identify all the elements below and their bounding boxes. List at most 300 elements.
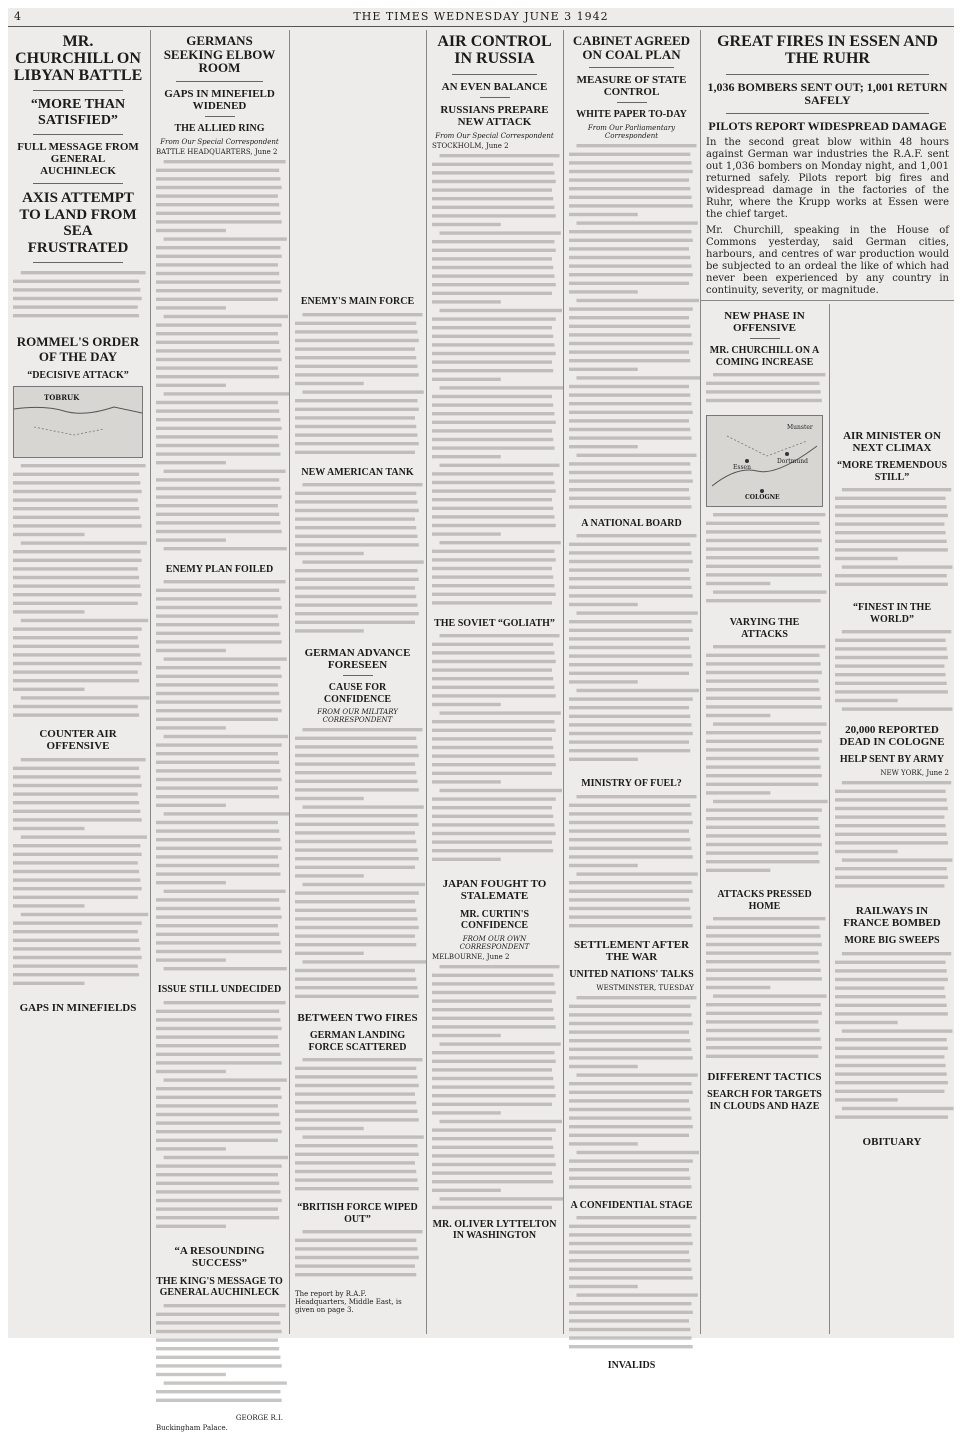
subhead-next-climax: AIR MINISTER ON NEXT CLIMAX	[843, 430, 941, 455]
text-line	[569, 1099, 689, 1102]
text-lines	[156, 158, 283, 558]
subhead-more-than-satisfied: “MORE THAN SATISFIED”	[30, 97, 126, 128]
text-line	[835, 1115, 948, 1118]
text-line	[835, 505, 947, 508]
text-line	[13, 481, 140, 484]
text-line	[295, 1265, 415, 1268]
text-line	[842, 630, 951, 633]
byline: From Our Special Correspondent	[435, 131, 554, 140]
text-line	[569, 1176, 690, 1179]
text-line	[835, 969, 947, 972]
text-line	[432, 283, 556, 286]
text-line	[432, 841, 552, 844]
text-line	[156, 778, 282, 781]
text-line	[295, 621, 415, 624]
text-line	[440, 231, 561, 234]
text-line	[156, 950, 282, 953]
text-lines	[835, 950, 949, 1130]
text-line	[706, 869, 770, 872]
text-line	[13, 532, 85, 535]
text-line	[156, 495, 282, 498]
text-line	[156, 615, 278, 618]
text-line	[156, 1216, 279, 1219]
text-line	[295, 450, 415, 453]
text-line	[835, 514, 948, 517]
text-line	[432, 343, 555, 346]
text-line	[13, 498, 138, 501]
text-line	[21, 618, 148, 621]
text-line	[156, 280, 280, 283]
text-line	[432, 515, 555, 518]
subhead-gaps-minefields: GAPS IN MINEFIELDS	[19, 1001, 137, 1014]
text-line	[295, 1239, 416, 1242]
text-line	[13, 687, 85, 690]
text-line	[432, 1059, 556, 1062]
text-line	[156, 1164, 282, 1167]
text-line	[569, 715, 690, 718]
text-line	[13, 593, 142, 596]
text-lines	[569, 793, 694, 933]
text-line	[569, 436, 692, 439]
text-line	[432, 1154, 555, 1157]
text-line	[569, 479, 693, 482]
text-line	[13, 704, 138, 707]
text-line	[432, 973, 553, 976]
text-line	[569, 847, 692, 850]
article-text-block	[835, 779, 949, 899]
text-line	[156, 418, 280, 421]
text-line	[432, 1205, 552, 1208]
text-line	[569, 1030, 689, 1033]
text-line	[156, 881, 226, 884]
text-line	[13, 575, 139, 578]
text-line	[577, 1216, 697, 1219]
text-line	[569, 915, 692, 918]
text-line	[295, 1084, 419, 1087]
text-line	[835, 531, 946, 534]
text-lines	[156, 1302, 283, 1412]
text-line	[706, 671, 822, 674]
text-line	[713, 591, 826, 594]
text-line	[706, 969, 821, 972]
text-line	[432, 720, 555, 723]
text-line	[432, 755, 555, 758]
text-line	[569, 161, 692, 164]
text-line	[706, 1020, 818, 1023]
text-lines	[13, 269, 143, 329]
text-line	[164, 469, 286, 472]
article-text-block	[156, 578, 283, 978]
text-line	[156, 289, 282, 292]
text-line	[569, 1311, 693, 1314]
text-line	[156, 1104, 278, 1107]
text-line	[156, 787, 278, 790]
text-line	[432, 481, 555, 484]
text-line	[569, 881, 692, 884]
text-line	[156, 357, 282, 360]
text-lines	[706, 511, 823, 611]
newspaper-page	[8, 8, 954, 1432]
text-line	[713, 513, 825, 516]
subhead-two-fires: BETWEEN TWO FIRES	[297, 1012, 418, 1025]
text-line	[295, 1170, 416, 1173]
text-line	[577, 1294, 698, 1297]
text-line	[569, 368, 638, 371]
text-line	[569, 307, 693, 310]
text-line	[713, 723, 826, 726]
text-line	[295, 1153, 419, 1156]
text-lines	[432, 632, 557, 872]
text-line	[164, 1381, 287, 1384]
text-line	[569, 230, 692, 233]
text-line	[432, 1051, 555, 1054]
text-line	[295, 823, 419, 826]
text-line	[295, 1179, 418, 1182]
text-line	[156, 941, 280, 944]
text-line	[13, 558, 142, 561]
text-line	[440, 712, 561, 715]
text-line	[156, 246, 280, 249]
text-line	[156, 529, 282, 532]
text-lines	[706, 915, 823, 1065]
text-line	[569, 342, 693, 345]
text-line	[569, 1039, 690, 1042]
text-line	[13, 507, 139, 510]
text-line	[295, 442, 419, 445]
text-line	[156, 168, 279, 171]
text-line	[577, 689, 700, 692]
text-line	[432, 420, 556, 423]
text-line	[295, 874, 364, 877]
text-line	[569, 178, 689, 181]
text-line	[432, 703, 501, 706]
text-line	[156, 821, 278, 824]
text-line	[432, 849, 553, 852]
text-line	[303, 1230, 423, 1233]
text-line	[569, 256, 690, 259]
headline-coal-plan: CABINET AGREED ON COAL PLAN	[572, 33, 691, 62]
text-line	[156, 640, 282, 643]
text-line	[713, 645, 825, 648]
text-line	[295, 433, 418, 436]
subhead-ministry-fuel: MINISTRY OF FUEL?	[581, 778, 682, 790]
byline: From Our Parliamentary Correspondent	[587, 123, 676, 140]
dateline: NEW YORK, June 2	[880, 768, 949, 777]
text-line	[13, 766, 139, 769]
text-line	[432, 240, 555, 243]
text-line	[835, 807, 948, 810]
text-line	[13, 489, 142, 492]
text-line	[569, 213, 638, 216]
text-lines	[706, 371, 823, 411]
text-line	[432, 729, 556, 732]
text-line	[13, 784, 142, 787]
text-line	[835, 798, 947, 801]
text-line	[432, 643, 553, 646]
text-line	[432, 489, 556, 492]
text-line	[295, 543, 419, 546]
subhead-rommel-order: ROMMEL'S ORDER OF THE DAY	[16, 334, 140, 364]
text-line	[577, 376, 701, 379]
text-line	[706, 662, 821, 665]
text-line	[835, 1020, 898, 1023]
text-line	[156, 1207, 278, 1210]
text-line	[569, 812, 692, 815]
text-line	[569, 595, 693, 598]
text-line	[13, 956, 142, 959]
text-line	[835, 867, 947, 870]
text-line	[156, 907, 280, 910]
text-line	[295, 849, 418, 852]
text-line	[432, 592, 556, 595]
headline-elbow-room: GERMANS SEEKING ELBOW ROOM	[163, 33, 276, 76]
text-line	[13, 964, 138, 967]
text-line	[432, 990, 556, 993]
text-lines	[295, 481, 420, 641]
text-line	[432, 412, 555, 415]
text-line	[706, 1055, 818, 1058]
text-line	[432, 695, 556, 698]
text-line	[156, 220, 282, 223]
text-line	[156, 632, 280, 635]
subhead-state-control: MEASURE OF STATE CONTROL	[576, 74, 687, 99]
column-7	[830, 304, 954, 1334]
text-line	[164, 890, 286, 893]
subhead-pressed-home: ATTACKS PRESSED HOME	[717, 889, 812, 912]
text-line	[156, 1312, 279, 1315]
text-line	[295, 788, 419, 791]
text-line	[432, 506, 553, 509]
text-line	[164, 1155, 288, 1158]
map-tobruk	[13, 386, 143, 458]
text-line	[835, 884, 944, 887]
text-line	[432, 180, 556, 183]
text-line	[13, 280, 139, 283]
text-line	[295, 509, 419, 512]
text-line	[295, 595, 416, 598]
text-line	[13, 584, 140, 587]
subhead-big-sweeps: MORE BIG SWEEPS	[844, 935, 940, 947]
text-line	[706, 774, 822, 777]
text-line	[569, 153, 690, 156]
masthead-title: THE TIMES WEDNESDAY JUNE 3 1942	[353, 10, 609, 23]
text-line	[295, 943, 416, 946]
text-line	[569, 577, 690, 580]
text-line	[432, 1171, 552, 1174]
text-line	[13, 973, 139, 976]
text-line	[295, 831, 415, 834]
article-text-block	[835, 628, 949, 718]
text-line	[156, 349, 280, 352]
text-line	[156, 512, 279, 515]
text-line	[156, 1026, 282, 1029]
article-text-block	[295, 311, 420, 461]
text-line	[156, 959, 226, 962]
text-line	[432, 197, 553, 200]
text-line	[303, 883, 426, 886]
text-line	[295, 364, 418, 367]
text-line	[156, 838, 280, 841]
text-line	[432, 472, 553, 475]
text-line	[13, 809, 140, 812]
text-line	[295, 330, 418, 333]
text-line	[569, 855, 693, 858]
text-line	[156, 538, 226, 541]
text-line	[156, 916, 282, 919]
text-line	[13, 472, 139, 475]
text-lines	[295, 311, 420, 461]
text-line	[156, 1173, 278, 1176]
text-line	[156, 752, 278, 755]
text-line	[156, 1130, 282, 1133]
text-line	[156, 263, 278, 266]
subhead-japan-stalemate: JAPAN FOUGHT TO STALEMATE	[442, 878, 547, 903]
text-line	[842, 566, 953, 569]
subhead-british-force: “BRITISH FORCE WIPED OUT”	[297, 1202, 418, 1225]
text-line	[569, 552, 692, 555]
text-line	[13, 930, 138, 933]
text-line	[440, 1119, 563, 1122]
text-line	[295, 892, 419, 895]
text-line	[569, 204, 693, 207]
text-line	[835, 841, 948, 844]
text-lines	[569, 994, 694, 1194]
text-line	[706, 852, 818, 855]
text-line	[156, 692, 279, 695]
text-line	[156, 701, 280, 704]
subhead-decisive-attack: “DECISIVE ATTACK”	[27, 370, 129, 382]
map-label: COLOGNE	[745, 494, 780, 502]
text-line	[706, 530, 821, 533]
text-line	[13, 524, 142, 527]
text-lines	[156, 999, 283, 1239]
text-line	[295, 500, 418, 503]
text-line	[569, 1090, 693, 1093]
text-line	[295, 900, 415, 903]
text-line	[842, 488, 951, 491]
text-line	[706, 714, 770, 717]
text-line	[295, 373, 419, 376]
text-line	[13, 921, 142, 924]
text-line	[569, 1185, 692, 1188]
text-line	[835, 977, 948, 980]
text-line	[835, 497, 946, 500]
text-line	[835, 960, 946, 963]
article-text-block	[156, 1302, 283, 1412]
text-line	[432, 214, 556, 217]
subhead-full-message: FULL MESSAGE FROM GENERAL AUCHINLECK	[17, 141, 139, 178]
text-line	[835, 850, 898, 853]
text-line	[295, 926, 419, 929]
text-line	[13, 870, 139, 873]
text-line	[295, 603, 418, 606]
text-line	[569, 402, 692, 405]
text-line	[835, 639, 946, 642]
text-line	[440, 154, 560, 157]
text-line	[713, 995, 826, 998]
article-text-block	[569, 1214, 694, 1354]
text-line	[432, 1111, 501, 1114]
text-line	[164, 812, 290, 815]
subhead-un-talks: UNITED NATIONS' TALKS	[569, 969, 694, 981]
text-line	[156, 1009, 279, 1012]
byline: FROM OUR MILITARY CORRESPONDENT	[317, 708, 398, 725]
text-line	[569, 1047, 692, 1050]
text-line	[569, 325, 690, 328]
text-line	[706, 826, 819, 829]
subhead-resounding-success: “A RESOUNDING SUCCESS”	[174, 1244, 265, 1270]
column-1	[8, 30, 148, 1334]
text-line	[835, 1038, 947, 1041]
text-line	[303, 390, 424, 393]
text-line	[569, 1328, 690, 1331]
text-line	[156, 804, 226, 807]
text-line	[432, 257, 552, 260]
article-text-block	[432, 152, 557, 612]
text-line	[156, 383, 226, 386]
text-line	[569, 247, 689, 250]
text-line	[295, 797, 364, 800]
text-line	[295, 995, 419, 998]
text-line	[835, 824, 946, 827]
text-line	[706, 809, 822, 812]
subhead-bombers: 1,036 BOMBERS SENT OUT; 1,001 RETURN SAFELY	[707, 79, 948, 107]
text-line	[440, 1042, 561, 1045]
text-line	[21, 696, 150, 699]
text-line	[156, 478, 279, 481]
text-line	[569, 804, 690, 807]
article-text-block	[156, 999, 283, 1239]
text-line	[706, 522, 819, 525]
text-line	[21, 835, 147, 838]
text-line	[569, 924, 693, 927]
text-line	[156, 1224, 226, 1227]
text-line	[156, 589, 279, 592]
text-line	[156, 1355, 280, 1358]
text-line	[156, 504, 278, 507]
text-line	[432, 652, 555, 655]
text-line	[295, 1127, 364, 1130]
subhead-new-phase: NEW PHASE IN OFFENSIVE	[724, 310, 805, 335]
text-line	[156, 443, 279, 446]
text-line	[569, 741, 689, 744]
text-line	[295, 814, 418, 817]
text-line	[303, 560, 424, 563]
text-line	[164, 1001, 286, 1004]
column-4	[427, 30, 562, 1334]
text-line	[432, 999, 552, 1002]
text-line	[156, 1147, 226, 1150]
text-line	[295, 1101, 416, 1104]
text-line	[577, 795, 697, 798]
text-line	[432, 772, 552, 775]
text-line	[835, 583, 948, 586]
text-line	[156, 452, 280, 455]
text-line	[295, 771, 416, 774]
text-line	[432, 1162, 556, 1165]
byline: FROM OUR OWN CORRESPONDENT	[459, 934, 530, 951]
subhead-cause-confidence: CAUSE FOR CONFIDENCE	[323, 682, 392, 705]
text-lines	[835, 628, 949, 718]
text-lines	[432, 963, 557, 1213]
article-text-block	[569, 793, 694, 933]
text-line	[569, 586, 692, 589]
text-line	[569, 749, 690, 752]
text-line	[835, 1046, 948, 1049]
text-line	[432, 781, 501, 784]
text-line	[577, 612, 698, 615]
text-line	[569, 445, 638, 448]
